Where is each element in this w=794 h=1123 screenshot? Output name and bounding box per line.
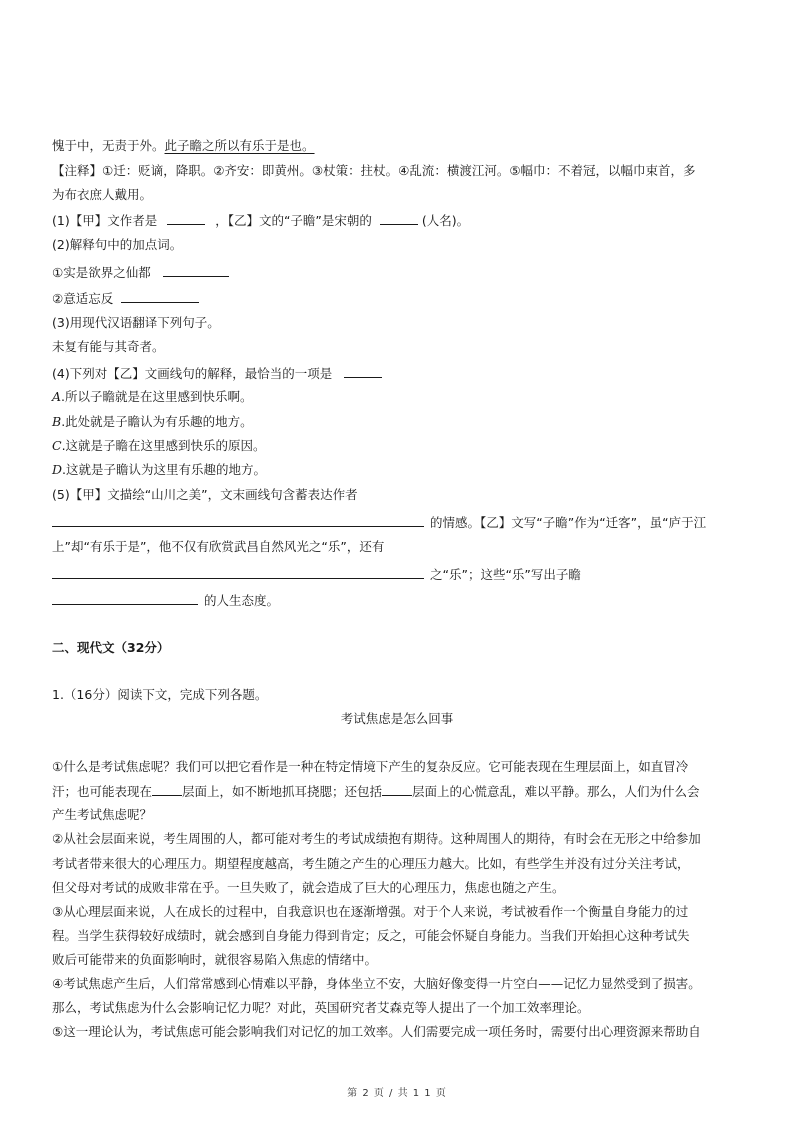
- paragraph-line: ⑤这一理论认为，考试焦虑可能会影响我们对记忆的加工效率。人们需要完成一项任务时，需要付出心理资源来帮助自: [52, 1024, 701, 1039]
- question-intro: 1.（16分）阅读下文，完成下列各题。: [52, 687, 268, 702]
- option-letter: B: [52, 414, 62, 429]
- question-text: 之“乐”；这些“乐”写出子瞻: [430, 567, 581, 582]
- question-text: 的情感。【乙】文写“子瞻”作为“迁客”，虽“庐于江: [430, 515, 707, 530]
- answer-blank[interactable]: [344, 364, 382, 378]
- paragraph-line: 产生考试焦虑呢？: [52, 807, 153, 822]
- paragraph-text: 层面上的心慌意乱，难以平静。那么，人们为什么会: [412, 784, 700, 799]
- paragraph-line: ①什么是考试焦虑呢？我们可以把它看作是一种在特定情境下产生的复杂反应。它可能表现在生理层面上，如直冒冷: [52, 759, 689, 774]
- answer-blank[interactable]: [152, 782, 182, 796]
- question-2-item: [52, 263, 229, 282]
- question-5-line: [52, 591, 279, 610]
- option-letter: D: [52, 462, 63, 477]
- paragraph-line: [52, 782, 700, 801]
- paragraph-line: ②从社会层面来说，考生周围的人，都可能对考生的考试成绩抱有期待。这种周围人的期待，有时会在无形之中给参加: [52, 831, 701, 846]
- option-text: .此处就是子瞻认为有乐趣的地方。: [61, 414, 253, 429]
- section-heading: 二、现代文（32分）: [52, 640, 170, 655]
- paragraph-line: ③从心理层面来说，人在成长的过程中，自我意识也在逐渐增强。对于个人来说，考试被看作一个衡量自身能力的过: [52, 904, 689, 919]
- option-a[interactable]: [52, 388, 253, 406]
- option-d[interactable]: [52, 461, 266, 479]
- answer-blank[interactable]: [382, 782, 412, 796]
- underlined-sentence: 此子瞻之所以有乐于是也。: [164, 138, 315, 153]
- article-title: 考试焦虑是怎么回事: [340, 711, 454, 726]
- note-line: 【注释】①迁：贬谪，降职。②齐安：即黄州。③杖策：拄杖。④乱流：横渡江河。⑤幅巾：不着冠，以幅巾束首，多: [52, 163, 696, 178]
- paragraph-line: 程。当学生获得较好成绩时，就会感到自身能力得到肯定；反之，可能会怀疑自身能力。当我们开始担心这种考试失: [52, 928, 690, 943]
- question-5: (5)【甲】文描绘“山川之美”，文末画线句含蓄表达作者: [52, 487, 358, 502]
- question-text: (4)下列对【乙】文画线句的解释，最恰当的一项是: [52, 366, 333, 381]
- passage-line: [52, 137, 315, 155]
- question-5-line: [52, 565, 581, 584]
- option-text: .这就是子瞻在这里感到快乐的原因。: [61, 438, 266, 453]
- question-5-line: 上”却“有乐于是”，他不仅有欣赏武昌自然风光之“乐”，还有: [52, 539, 385, 554]
- question-text: ①实是欲界之仙都: [52, 265, 151, 280]
- question-text: (人名)。: [421, 213, 470, 228]
- question-1: [52, 211, 469, 230]
- paragraph-line: ④考试焦虑产生后，人们常常感到心情难以平静，身体坐立不安，大脑好像变得一片空白——记忆力显然受到了损害。: [52, 976, 701, 991]
- answer-blank[interactable]: [380, 211, 418, 225]
- question-2-item: [52, 289, 199, 308]
- option-text: .所以子瞻就是在这里感到快乐啊。: [61, 389, 253, 404]
- paragraph-text: 层面上，如不断地抓耳挠腮；还包括: [182, 784, 383, 799]
- question-4: [52, 364, 382, 383]
- question-2: (2)解释句中的加点词。: [52, 237, 183, 252]
- question-5-line: [52, 513, 706, 532]
- page-footer: 第 2 页 / 共 1 1 页: [347, 1088, 447, 1099]
- option-c[interactable]: [52, 437, 266, 455]
- question-3: (3)用现代汉语翻译下列句子。: [52, 315, 220, 330]
- option-text: .这就是子瞻认为这里有乐趣的地方。: [62, 462, 267, 477]
- option-b[interactable]: [52, 413, 253, 431]
- question-text: ②意适忘反: [52, 291, 114, 306]
- passage-text: 愧于中，无责于外。: [52, 138, 165, 153]
- answer-blank[interactable]: [52, 513, 424, 527]
- option-letter: C: [52, 438, 62, 453]
- paragraph-line: 败后可能带来的负面影响时，就很容易陷入焦虑的情绪中。: [52, 952, 378, 967]
- question-text: (1)【甲】文作者是: [52, 213, 158, 228]
- question-text: 的人生态度。: [204, 593, 280, 608]
- answer-blank[interactable]: [52, 565, 424, 579]
- answer-blank[interactable]: [167, 211, 205, 225]
- question-text: ，【乙】文的“子瞻”是宋朝的: [215, 213, 372, 228]
- paragraph-line: 那么，考试焦虑为什么会影响记忆力呢？对此，英国研究者艾森克等人提出了一个加工效率理论。: [52, 1000, 590, 1015]
- question-3-sentence: 未复有能与其奇者。: [52, 339, 165, 354]
- paragraph-line: 考试者带来很大的心理压力。期望程度越高，考生随之产生的心理压力越大。比如，有些学生并没有过分关注考试，: [52, 856, 690, 871]
- option-letter: A: [52, 389, 62, 404]
- answer-blank[interactable]: [52, 591, 198, 605]
- paragraph-text: 汗；也可能表现在: [52, 784, 153, 799]
- note-line: 为布衣庶人戴用。: [52, 187, 153, 202]
- answer-blank[interactable]: [163, 263, 229, 277]
- paragraph-line: 但父母对考试的成败非常在乎。一旦失败了，就会造成了巨大的心理压力，焦虑也随之产生。: [52, 880, 565, 895]
- answer-blank[interactable]: [121, 289, 199, 303]
